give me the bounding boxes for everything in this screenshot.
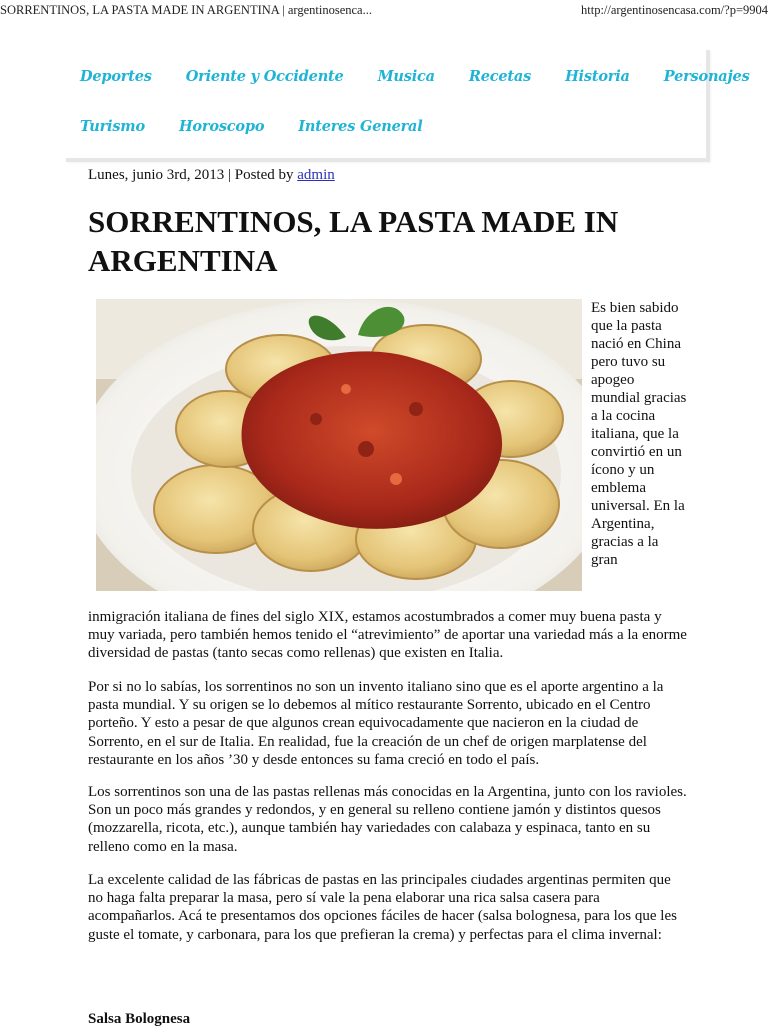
article-paragraph-4: La excelente calidad de las fábricas de pastas en las principales ciudades argentinas permiten que no haga falta preparar la masa, pero sí vale la pena elaborar una rica salsa casera para acompañarlos. Acá te presentamos dos opciones fáciles de hacer (salsa bolognesa, para los que les guste el tomate, y carbonara, para los que prefieran la crema) y perfectas para el clima invernal: <box>88 872 677 943</box>
article-paragraph-3: Los sorrentinos son una de las pastas rellenas más conocidas en la Argentina, junto con los ravioles. Son un poco más grandes y redondos, y en general su relleno contiene jamón y distintos quesos (mozzarella, ricota, etc.), aunque también hay variedades con calabaza y espinaca, tanto en su relleno como en la masa. <box>88 784 687 855</box>
nav-item-interes-general[interactable]: Interes General <box>298 118 423 135</box>
sorrentinos-photo <box>96 299 582 591</box>
main-navigation <box>66 50 750 162</box>
post-byline <box>88 165 335 185</box>
article-paragraph-2: Por si no lo sabías, los sorrentinos no son un invento italiano sino que es el aporte argentino a la pasta mundial. Y su origen se lo debemos al mítico restaurante Sorrento, ubicado en el Centro porteño. Y esto a pesar de que algunos crean equivocadamente que nacieron en la ciudad de Sorrento, en el sur de Italia. En realidad, fue la creación de un chef de origen marplatense del restaurante en los años ’30 y desde entonces su fama creció en todo el país. <box>88 679 664 768</box>
nav-item-personajes[interactable]: Personajes <box>663 68 750 85</box>
nav-item-deportes[interactable]: Deportes <box>80 68 152 85</box>
nav-item-turismo[interactable]: Turismo <box>80 118 145 135</box>
article-title: SORRENTINOS, LA PASTA MADE IN ARGENTINA <box>88 204 619 278</box>
nav-item-recetas[interactable]: Recetas <box>468 68 532 85</box>
article-intro-text: Es bien sabido que la pasta nació en China pero tuvo su apogeo mundial gracias a la cocina italiana, que la convirtió en un ícono y un emblema universal. En la Argentina, gracias a la gran <box>591 300 687 568</box>
sorrentinos-photo-illustration <box>96 299 582 591</box>
post-date: Lunes, junio 3rd, 2013 | Posted by <box>88 167 298 183</box>
article-paragraph-1: inmigración italiana de fines del siglo XIX, estamos acostumbrados a comer muy buena pasta y muy variada, pero también hemos tenido el “atrevimiento” de aportar una variedad más a la enorme diversidad de pastas (tanto secas como rellenas) que existen en Italia. <box>88 609 687 662</box>
nav-item-musica[interactable]: Musica <box>377 68 435 85</box>
nav-row-2 <box>80 118 457 135</box>
nav-item-historia[interactable]: Historia <box>565 68 630 85</box>
nav-row-1 <box>80 68 768 85</box>
print-header <box>0 0 768 20</box>
nav-item-horoscopo[interactable]: Horoscopo <box>178 118 265 135</box>
recipe-subheading: Salsa Bolognesa <box>88 1011 191 1027</box>
print-page-title: SORRENTINOS, LA PASTA MADE IN ARGENTINA | argentinosenca... <box>0 3 372 17</box>
print-page-url: http://argentinosencasa.com/?p=9904 <box>581 3 768 17</box>
nav-item-oriente-y-occidente[interactable]: Oriente y Occidente <box>185 68 344 85</box>
author-link[interactable]: admin <box>297 167 335 183</box>
